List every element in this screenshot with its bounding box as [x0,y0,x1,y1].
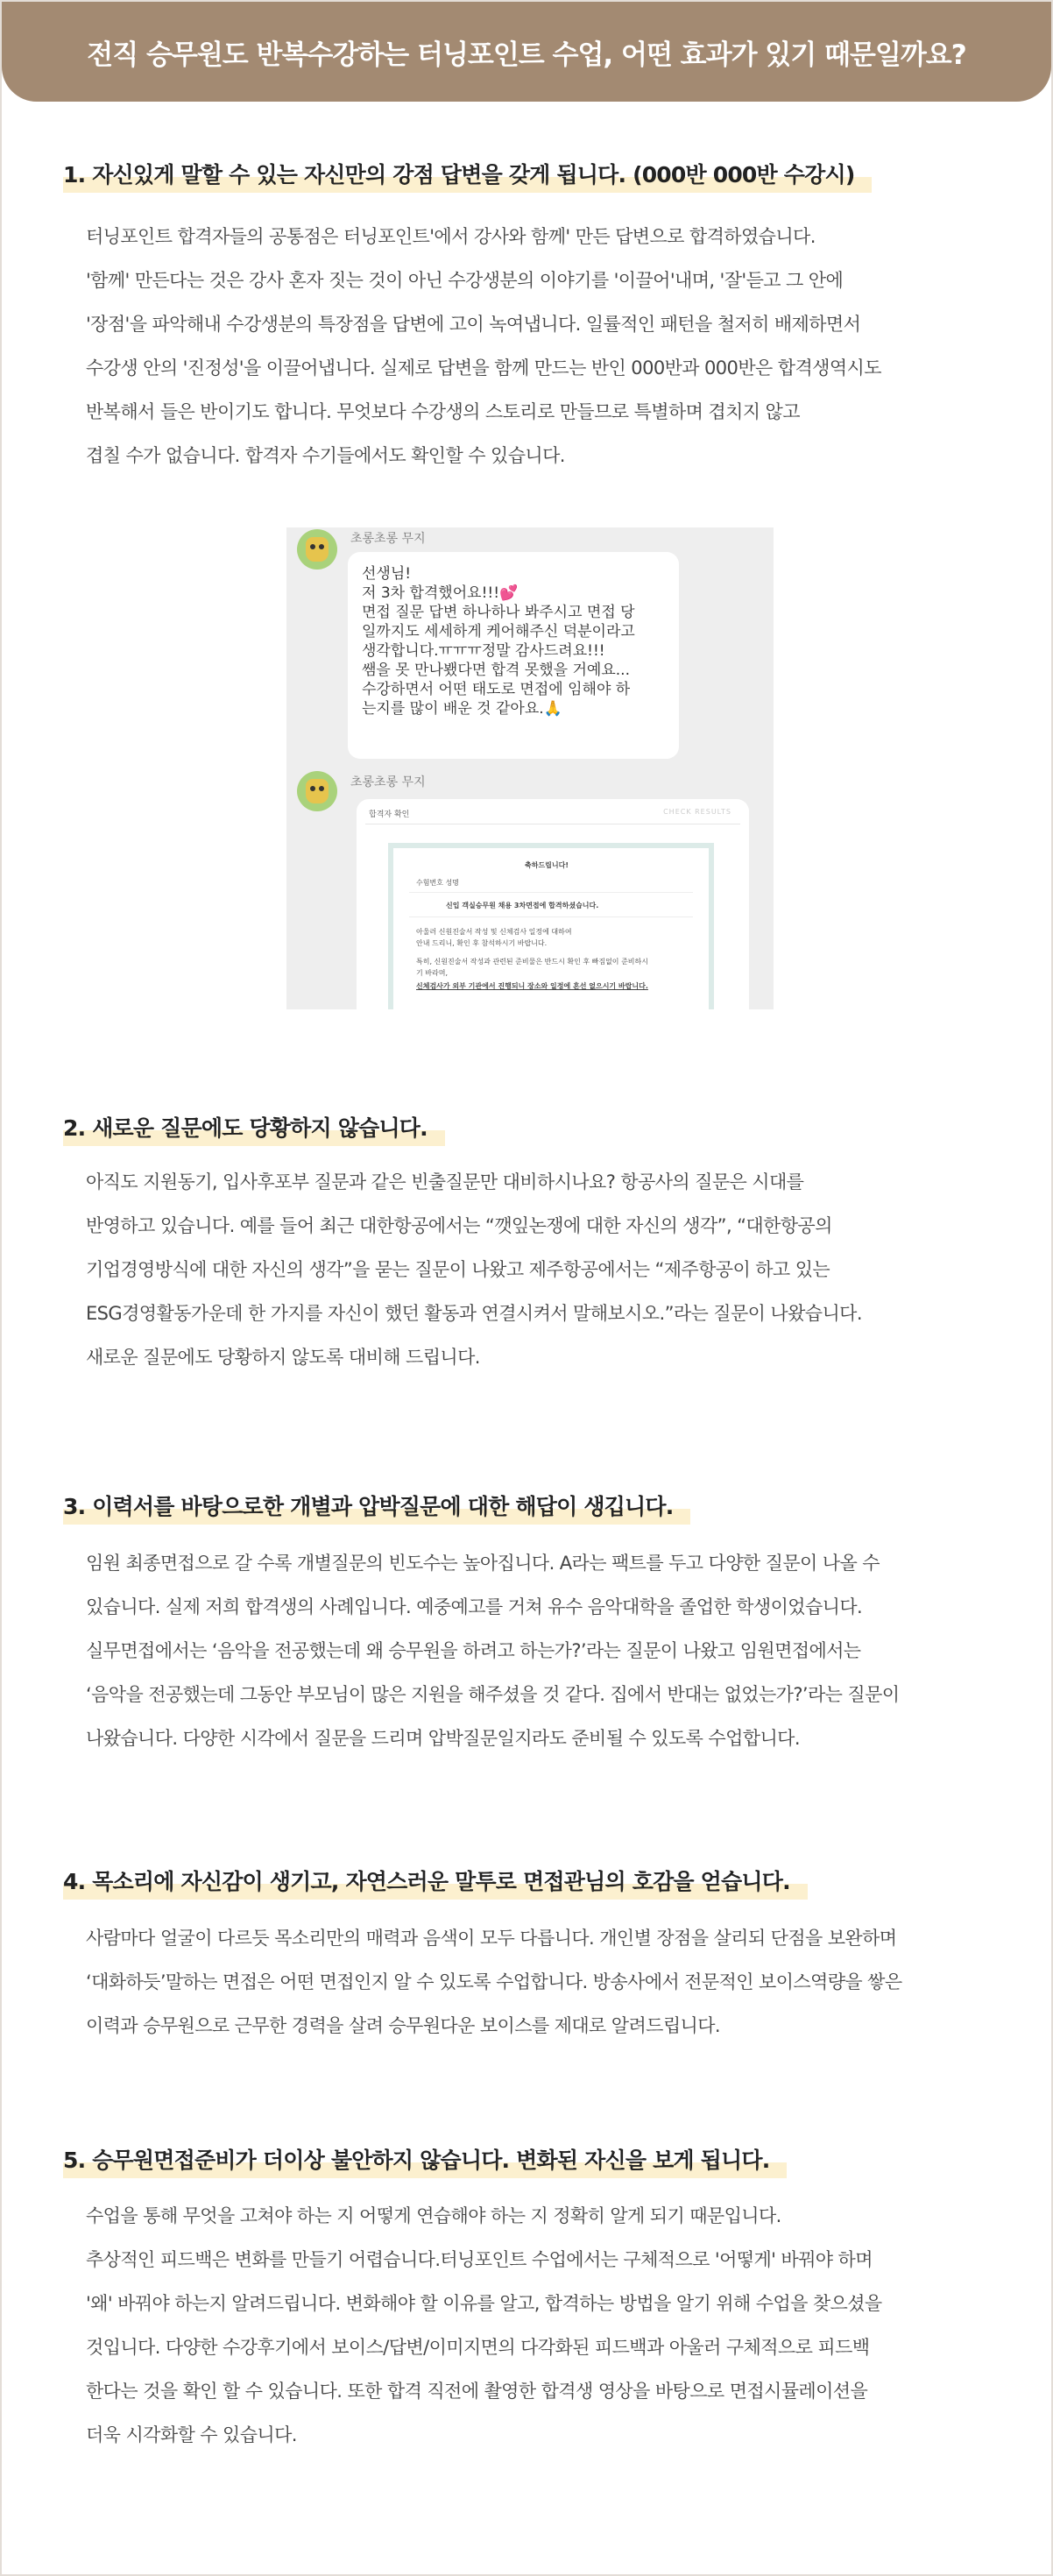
result-text-line: 아울러 신원진술서 작성 및 신체검사 일정에 대하여 [416,928,572,936]
chat-message-line: 는지를 많이 배운 것 같아요.🙏 [362,700,562,718]
section-3-heading [63,1490,690,1521]
chat-message-line: 저 3차 합격했어요!!!💕 [362,584,519,602]
section-4-line: ‘대화하듯’말하는 면접은 어떤 면접인지 알 수 있도록 수업합니다. 방송사에서 전문적인 보이스역량을 쌓은 [86,1971,902,1992]
section-5-line: 더욱 시각화할 수 있습니다. [86,2424,297,2445]
section-2-line: 반영하고 있습니다. 예를 들어 최근 대한항공에서는 “깻잎논쟁에 대한 자신의 생각”, “대한항공의 [86,1215,832,1236]
result-congrats: 축하드립니다! [525,861,569,869]
chat-message-line: 일까지도 세세하게 케어해주신 덕분이라고 [362,623,635,640]
chat-message-line: 선생님! [362,565,412,583]
section-2-body [86,1160,1014,1379]
title-banner [2,2,1051,102]
section-1-line: '함께' 만든다는 것은 강사 혼자 짓는 것이 아닌 수강생분의 이야기를 '이끌어'내며, '잘'듣고 그 안에 [86,270,844,291]
chat-sender-name: 초롱초롱 무지 [350,775,426,789]
chat-message-line: 면접 질문 답변 하나하나 봐주시고 면접 당 [362,604,635,621]
result-image-card [357,799,749,1009]
result-text-line: 특히, 신원진술서 작성과 관련된 준비물은 반드시 확인 후 빠짐없이 준비하시 [416,958,648,966]
section-5-line: 추상적인 피드백은 변화를 만들기 어렵습니다.터닝포인트 수업에서는 구체적으로 '어떻게' 바꿔야 하며 [86,2249,873,2270]
section-5-line: 수업을 통해 무엇을 고쳐야 하는 지 어떻게 연습해야 하는 지 정확히 알게 되기 때문입니다. [86,2205,781,2226]
avatar [297,771,337,811]
card-header: 합격자 확인 [369,810,410,819]
section-1-line: '장점'을 파악해내 수강생분의 특장점을 답변에 고이 녹여냅니다. 일률적인 패턴을 철저히 배제하면서 [86,314,861,335]
section-4-line: 이력과 승무원으로 근무한 경력을 살려 승무원다운 보이스를 제대로 알려드립니다. [86,2015,720,2036]
section-2-line: ESG경영활동가운데 한 가지를 자신이 했던 활동과 연결시켜서 말해보시오.”라는 질문이 나왔습니다. [86,1303,862,1324]
section-3-heading-text: 3. 이력서를 바탕으로한 개별과 압박질문에 대한 해답이 생깁니다. [63,1494,674,1519]
section-5-line: '왜' 바꿔야 하는지 알려드립니다. 변화해야 할 이유를 알고, 합격하는 방법을 알기 위해 수업을 찾으셨을 [86,2293,882,2314]
section-1-heading [63,158,872,189]
section-2-line: 아직도 지원동기, 입사후포부 질문과 같은 빈출질문만 대비하시나요? 항공사의 질문은 시대를 [86,1171,804,1192]
section-4-heading-text: 4. 목소리에 자신감이 생기고, 자연스러운 말투로 면접관님의 호감을 얻습니다. [63,1869,790,1894]
chat-message-line: 쌤을 못 만나뵀다면 합격 못했을 거예요... [362,662,630,679]
section-4-line: 사람마다 얼굴이 다르듯 목소리만의 매력과 음색이 모두 다릅니다. 개인별 장점을 살리되 단점을 보완하며 [86,1928,897,1949]
section-5-heading [63,2143,787,2175]
section-1-body [86,215,1014,478]
section-1-line: 터닝포인트 합격자들의 공통점은 터닝포인트'에서 강사와 함께' 만든 답변으로 합격하였습니다. [86,226,816,247]
section-3-body [86,1541,1014,1760]
section-2-line: 기업경영방식에 대한 자신의 생각”을 묻는 질문이 나왔고 제주항공에서는 “제주항공이 하고 있는 [86,1259,830,1280]
chat-message-line: 수강하면서 어떤 태도로 면접에 임해야 하 [362,681,631,698]
chat-message-line: 생각합니다.ㅠㅠㅠ정말 감사드려요!!! [362,642,605,660]
section-2-line: 새로운 질문에도 당황하지 않도록 대비해 드립니다. [86,1347,480,1368]
section-5-body [86,2194,1014,2457]
section-5-line: 한다는 것을 확인 할 수 있습니다. 또한 합격 직전에 촬영한 합격생 영상을 바탕으로 면접시뮬레이션을 [86,2381,868,2402]
avatar [297,529,337,570]
section-2-heading-text: 2. 새로운 질문에도 당황하지 않습니다. [63,1115,428,1141]
section-3-line: 실무면접에서는 ‘음악을 전공했는데 왜 승무원을 하려고 하는가?’라는 질문이 나왔고 임원면접에서는 [86,1640,861,1661]
section-5-heading-text: 5. 승무원면접준비가 더이상 불안하지 않습니다. 변화된 자신을 보게 됩니다. [63,2148,770,2173]
section-3-line: 나왔습니다. 다양한 시각에서 질문을 드리며 압박질문일지라도 준비될 수 있도록 수업합니다. [86,1728,800,1749]
chat-message-bubble [348,552,679,759]
section-1-line: 겹칠 수가 없습니다. 합격자 수기들에서도 확인할 수 있습니다. [86,445,565,466]
section-3-line: 임원 최종면접으로 갈 수록 개별질문의 빈도수는 높아집니다. A라는 팩트를 두고 다양한 질문이 나올 수 [86,1553,880,1574]
result-text-line: 신체검사가 외부 기관에서 진행되니 장소와 일정에 혼선 없으시기 바랍니다. [416,982,648,990]
chat-sender-name: 초롱초롱 무지 [350,532,426,546]
result-text-line: 기 바라며, [416,969,448,977]
card-header-right: CHECK RESULTS [663,808,731,816]
section-4-body [86,1916,1014,2048]
section-5-line: 것입니다. 다양한 수강후기에서 보이스/답변/이미지면의 다각화된 피드백과 아울러 구체적으로 피드백 [86,2337,870,2358]
review-chat-screenshot [286,527,774,1009]
result-field-labels: 수험번호 성명 [416,879,459,887]
section-1-line: 반복해서 들은 반이기도 합니다. 무엇보다 수강생의 스토리로 만들므로 특별하며 겹치지 않고 [86,401,800,422]
result-pass-line: 신입 객실승무원 채용 3차면접에 합격하셨습니다. [446,902,599,909]
section-1-line: 수강생 안의 '진정성'을 이끌어냅니다. 실제로 답변을 함께 만드는 반인 000반과 000반은 합격생역시도 [86,357,881,379]
section-1-heading-text: 1. 자신있게 말할 수 있는 자신만의 강점 답변을 갖게 됩니다. (000반 000반 수강시) [63,162,855,188]
section-3-line: 있습니다. 실제 저희 합격생의 사례입니다. 예중예고를 거쳐 유수 음악대학을 졸업한 학생이었습니다. [86,1596,863,1617]
result-notice-frame [388,843,714,1009]
section-3-line: ‘음악을 전공했는데 그동안 부모님이 많은 지원을 해주셨을 것 같다. 집에서 반대는 없었는가?’라는 질문이 [86,1684,900,1705]
result-text-line: 안내 드리니, 확인 후 참석하시기 바랍니다. [416,939,548,947]
page-title: 전직 승무원도 반복수강하는 터닝포인트 수업, 어떤 효과가 있기 때문일까요? [87,39,966,71]
section-2-heading [63,1111,445,1143]
section-4-heading [63,1865,808,1896]
